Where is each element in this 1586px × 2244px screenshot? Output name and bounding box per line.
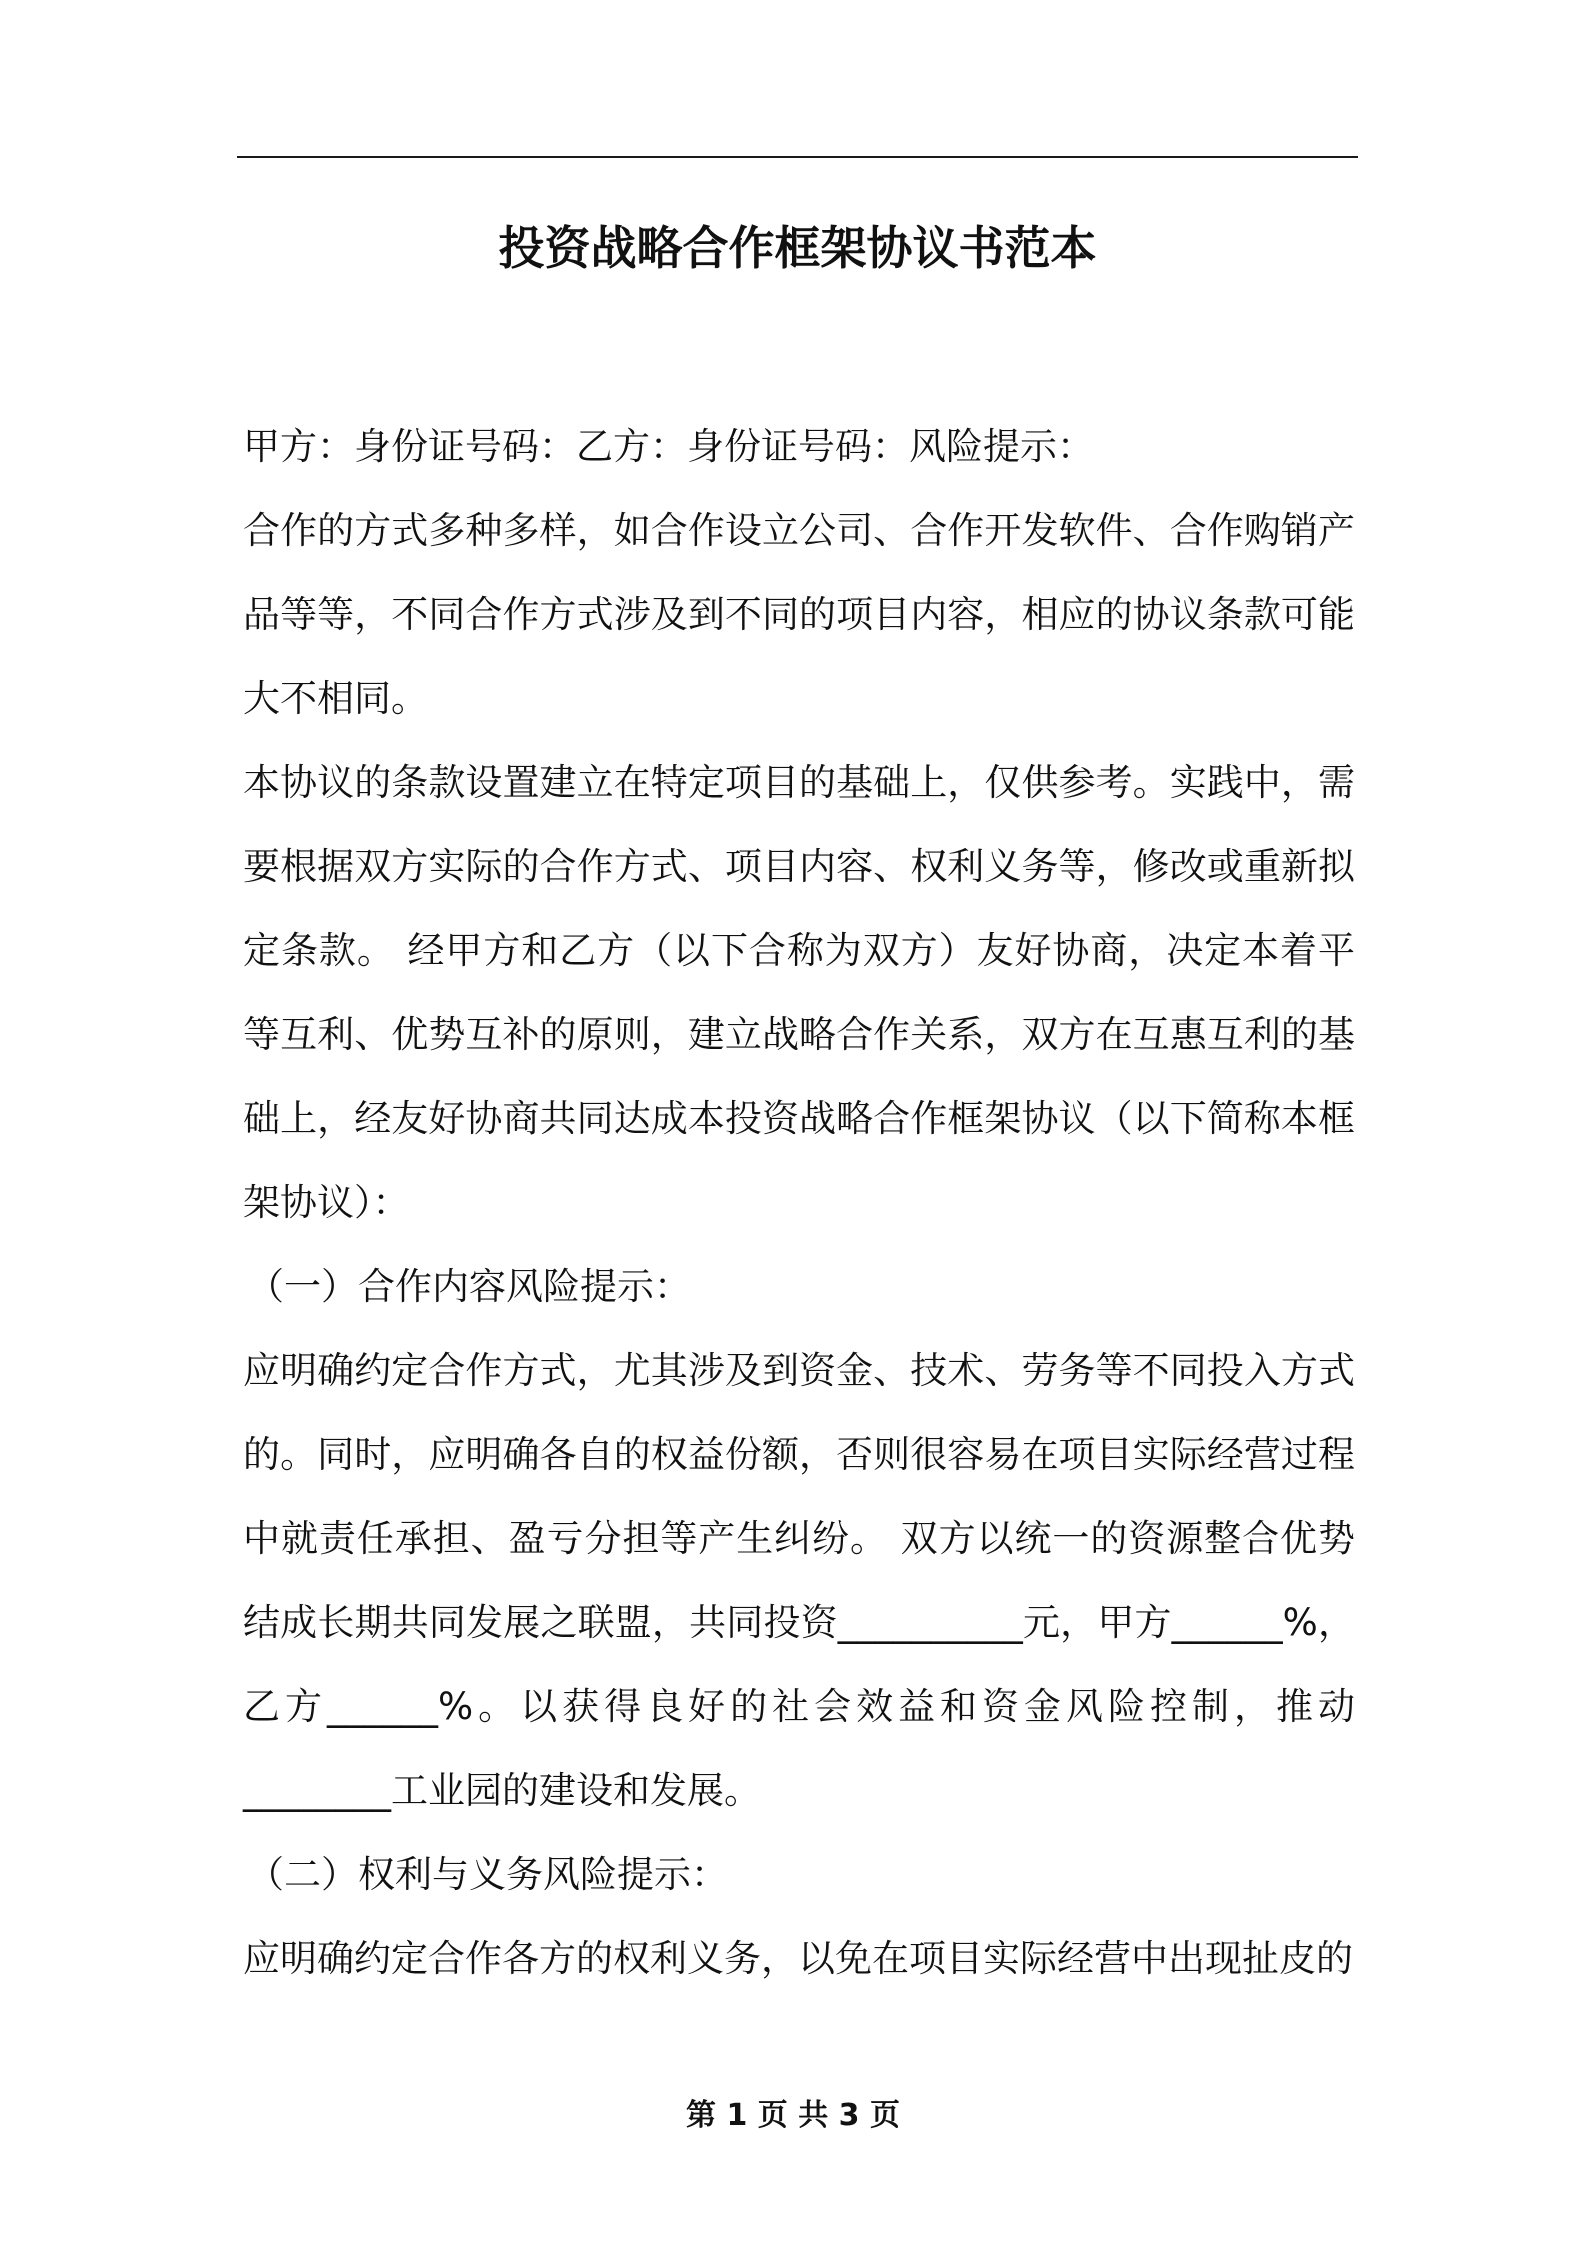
section-heading: （二）权利与义务风险提示： <box>247 1853 728 1896</box>
body-paragraph: 应明确约定合作各方的权利义务，以免在项目实际经营中出现扯皮的 <box>243 1937 1353 1980</box>
header-rule <box>237 156 1358 158</box>
document-title: 投资战略合作框架协议书范本 <box>498 221 1097 275</box>
section-heading: （一）合作内容风险提示： <box>247 1265 691 1308</box>
document-body <box>243 405 1355 2001</box>
party-info-line: 甲方：身份证号码：乙方：身份证号码：风险提示： <box>243 425 1094 468</box>
page-indicator: 第 1 页 共 3 页 <box>686 2098 900 2133</box>
body-paragraph: 合作的方式多种多样，如合作设立公司、合作开发软件、合作购销产品等等，不同合作方式涉及到不同的项目内容，相应的协议条款可能大不相同。 <box>243 509 1355 720</box>
body-paragraph: 应明确约定合作方式，尤其涉及到资金、技术、劳务等不同投入方式的。同时，应明确各自的权益份额，否则很容易在项目实际经营过程中就责任承担、盈亏分担等产生纠纷。 双方以统一的资源整合优势结成长期共同发展之联盟，共同投资__________元，甲方______%，乙方______%。以获得良好的社会效益和资金风险控制，推动________工业园的建设和发展。 <box>243 1349 1355 1812</box>
body-paragraph: 本协议的条款设置建立在特定项目的基础上，仅供参考。实践中，需要根据双方实际的合作方式、项目内容、权利义务等，修改或重新拟定条款。 经甲方和乙方（以下合称为双方）友好协商，决定本着平等互利、优势互补的原则，建立战略合作关系，双方在互惠互利的基础上，经友好协商共同达成本投资战略合作框架协议（以下简称本框架协议）： <box>243 761 1355 1224</box>
